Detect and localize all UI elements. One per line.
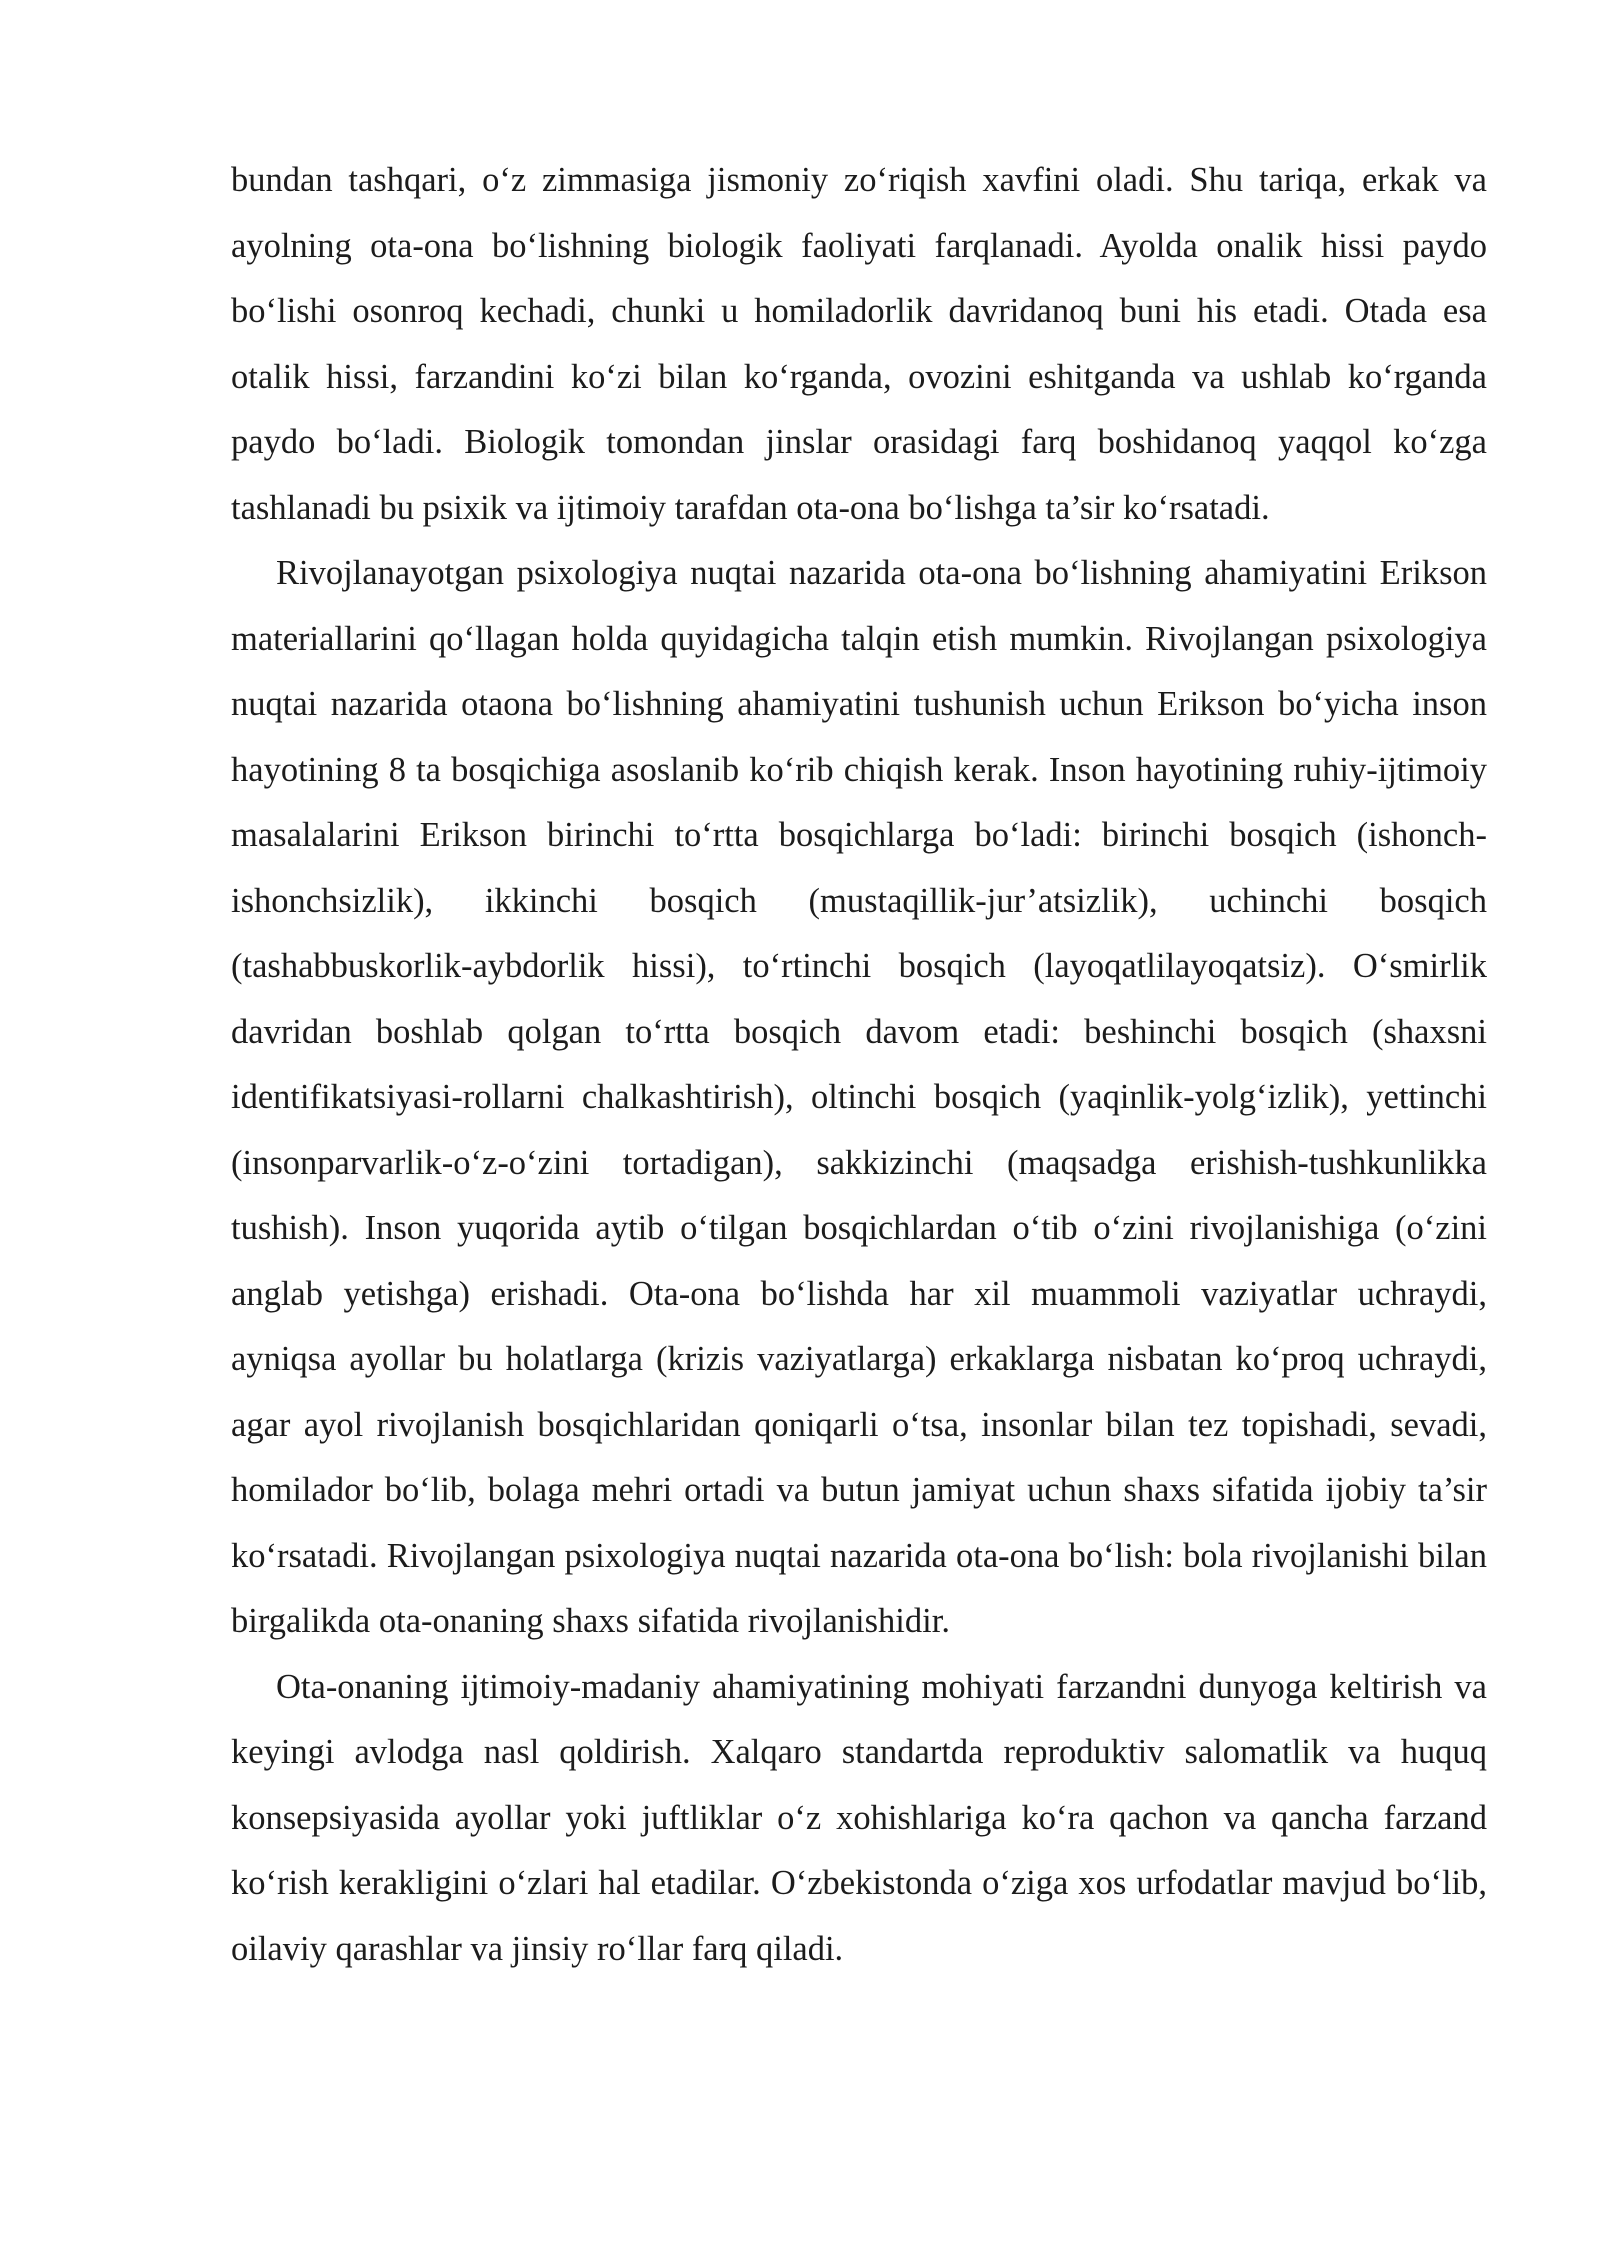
paragraph-sociocultural: Ota-onaning ijtimoiy-madaniy ahamiyatining mohiyati farzandni dunyoga keltirish va keyingi avlodga nasl qoldirish. Xalqaro standartda reproduktiv salomatlik va huquq konsepsiyasida ayollar yoki juftliklar o‘z xohishlariga ko‘ra qachon va qancha farzand ko‘rish kerakligini o‘zlari hal etadilar. O‘zbekistonda o‘ziga xos urfodatlar mavjud bo‘lib, oilaviy qarashlar va jinsiy ro‘llar farq qiladi. <box>231 1667 1487 1968</box>
paragraph-continuation: bundan tashqari, o‘z zimmasiga jismoniy zo‘riqish xavfini oladi. Shu tariqa, erkak va ayolning ota-ona bo‘lishning biologik faoliyati farqlanadi. Ayolda onalik hissi paydo bo‘lishi osonroq kechadi, chunki u homiladorlik davridanoq buni his etadi. Otada esa otalik hissi, farzandini ko‘zi bilan ko‘rganda, ovozini eshitganda va ushlab ko‘rganda paydo bo‘ladi. Biologik tomondan jinslar orasidagi farq boshidanoq yaqqol ko‘zga tashlanadi bu psixik va ijtimoiy tarafdan ota-ona bo‘lishga ta’sir ko‘rsatadi. <box>231 161 1487 527</box>
paragraph-erikson-stages: Rivojlanayotgan psixologiya nuqtai nazarida ota-ona bo‘lishning ahamiyatini Erikson materiallarini qo‘llagan holda quyidagicha talqin etish mumkin. Rivojlangan psixologiya nuqtai nazarida otaona bo‘lishning ahamiyatini tushunish uchun Erikson bo‘yicha inson hayotining 8 ta bosqichiga asoslanib ko‘rib chiqish kerak. Inson hayotining ruhiy-ijtimoiy masalalarini Erikson birinchi to‘rtta bosqichlarga bo‘ladi: birinchi bosqich (ishonch-ishonchsizlik), ikkinchi bosqich (mustaqillik-jur’atsizlik), uchinchi bosqich (tashabbuskorlik-aybdorlik hissi), to‘rtinchi bosqich (layoqatlilayoqatsiz). O‘smirlik davridan boshlab qolgan to‘rtta bosqich davom etadi: beshinchi bosqich (shaxsni identifikatsiyasi-rollarni chalkashtirish), oltinchi bosqich (yaqinlik-yolg‘izlik), yettinchi (insonparvarlik-o‘z-o‘zini tortadigan), sakkizinchi (maqsadga erishish-tushkunlikka tushish). Inson yuqorida aytib o‘tilgan bosqichlardan o‘tib o‘zini rivojlanishiga (o‘zini anglab yetishga) erishadi. Ota-ona bo‘lishda har xil muammoli vaziyatlar uchraydi, ayniqsa ayollar bu holatlarga (krizis vaziyatlarga) erkaklarga nisbatan ko‘proq uchraydi, agar ayol rivojlanish bosqichlaridan qoniqarli o‘tsa, insonlar bilan tez topishadi, sevadi, homilador bo‘lib, bolaga mehri ortadi va butun jamiyat uchun shaxs sifatida ijobiy ta’sir ko‘rsatadi. Rivojlangan psixologiya nuqtai nazarida ota-ona bo‘lish: bola rivojlanishi bilan birgalikda ota-onaning shaxs sifatida rivojlanishidir. <box>231 554 1487 1640</box>
document-body <box>231 148 1487 1982</box>
